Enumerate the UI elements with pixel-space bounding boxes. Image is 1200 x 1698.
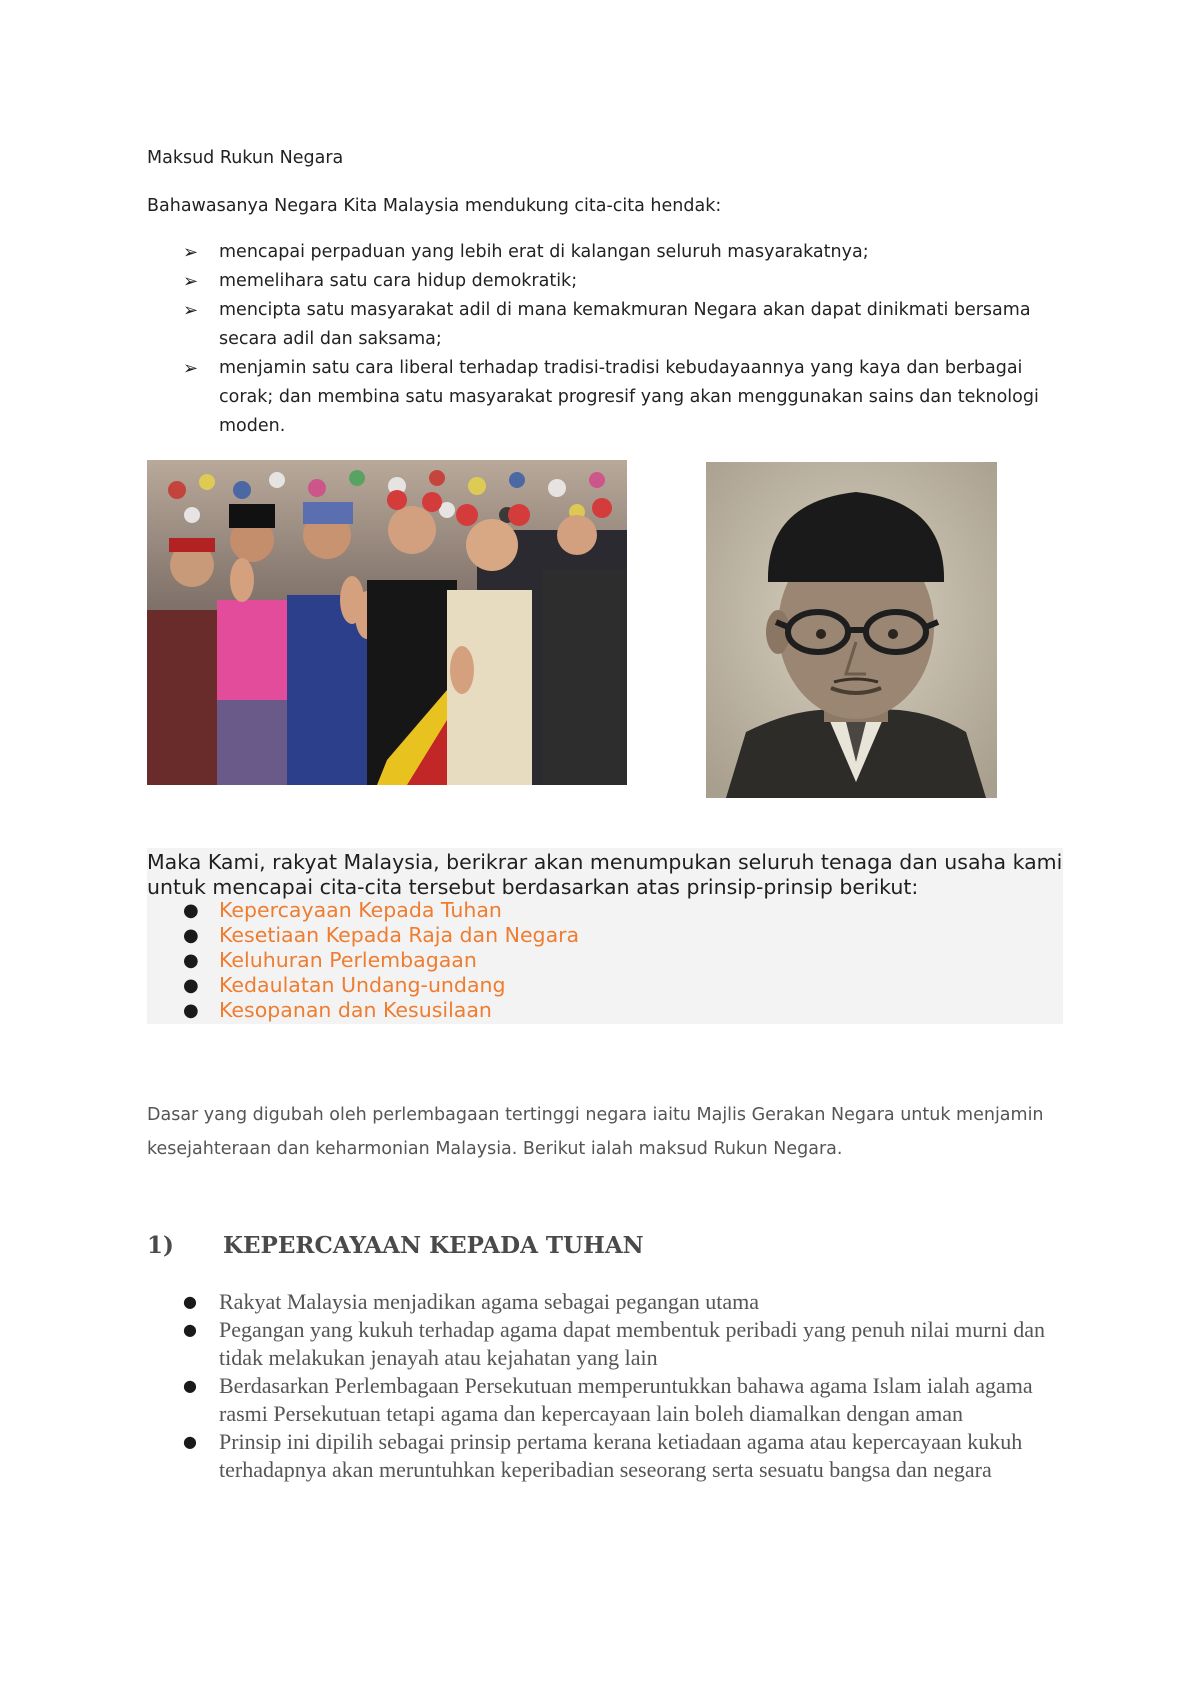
dot-bullet-icon: ● [183,1432,197,1451]
dot-bullet-icon: ● [183,900,199,921]
portrait-photo [706,462,997,798]
pledge-crowd-photo [147,460,627,785]
arrow-bullet-icon: ➢ [183,271,199,292]
arrow-bullet-icon: ➢ [183,300,199,321]
pledge-text: Maka Kami, rakyat Malaysia, berikrar akan menumpukan seluruh tenaga dan usaha kami untuk mencapai cita-cita tersebut berdasarkan atas prinsip-prinsip berikut: [147,850,1063,899]
dot-bullet-icon: ● [183,925,199,946]
list-item: ➢ mencipta satu masyarakat adil di mana kemakmuran Negara akan dapat dinikmati bersama secara adil dan saksama; [147,296,1067,354]
principle-item: ● Kedaulatan Undang-undang [183,973,506,997]
arrow-bullet-icon: ➢ [183,358,199,379]
dot-bullet-icon: ● [183,1000,199,1021]
section-title: KEPERCAYAAN KEPADA TUHAN [223,1232,644,1259]
section-heading [147,1232,644,1259]
list-item: ● Rakyat Malaysia menjadikan agama sebagai pegangan utama [183,1289,760,1314]
list-item: ➢ memelihara satu cara hidup demokratik; [147,267,1067,296]
section-points-list [147,1288,1077,1484]
list-item: ➢ menjamin satu cara liberal terhadap tradisi-tradisi kebudayaannya yang kaya dan berbagai corak; dan membina satu masyarakat progresif yang akan menggunakan sains dan teknologi moden. [147,354,1067,441]
principle-item: ● Keluhuran Perlembagaan [183,948,477,972]
principle-item: ● Kepercayaan Kepada Tuhan [183,898,502,922]
principle-item: ● Kesopanan dan Kesusilaan [183,998,492,1022]
principles-list [147,898,847,1023]
arrow-bullet-icon: ➢ [183,242,199,263]
list-item: ● Prinsip ini dipilih sebagai prinsip pertama kerana ketiadaan agama atau kepercayaan kukuh terhadapnya akan meruntuhkan keperibadian seseorang serta sesuatu bangsa dan negara [183,1429,1023,1482]
list-item: ➢ mencapai perpaduan yang lebih erat di kalangan seluruh masyarakatnya; [147,238,1067,267]
policy-paragraph: Dasar yang digubah oleh perlembagaan tertinggi negara iaitu Majlis Gerakan Negara untuk menjamin kesejahteraan dan keharmonian Malaysia. Berikut ialah maksud Rukun Negara. [147,1105,1044,1159]
dot-bullet-icon: ● [183,1320,197,1339]
dot-bullet-icon: ● [183,975,199,996]
section-number: 1) [147,1232,174,1259]
dot-bullet-icon: ● [183,950,199,971]
document-title: Maksud Rukun Negara [147,148,344,168]
dot-bullet-icon: ● [183,1376,197,1395]
list-item: ● Berdasarkan Perlembagaan Persekutuan memperuntukkan bahawa agama Islam ialah agama rasmi Persekutuan tetapi agama dan kepercayaan lain boleh diamalkan dengan aman [183,1373,1033,1426]
aspirations-list [147,238,1067,441]
dot-bullet-icon: ● [183,1292,197,1311]
principle-item: ● Kesetiaan Kepada Raja dan Negara [183,923,580,947]
intro-text: Bahawasanya Negara Kita Malaysia mendukung cita-cita hendak: [147,196,722,216]
list-item: ● Pegangan yang kukuh terhadap agama dapat membentuk peribadi yang penuh nilai murni dan tidak melakukan jenayah atau kejahatan yang lain [183,1317,1045,1370]
